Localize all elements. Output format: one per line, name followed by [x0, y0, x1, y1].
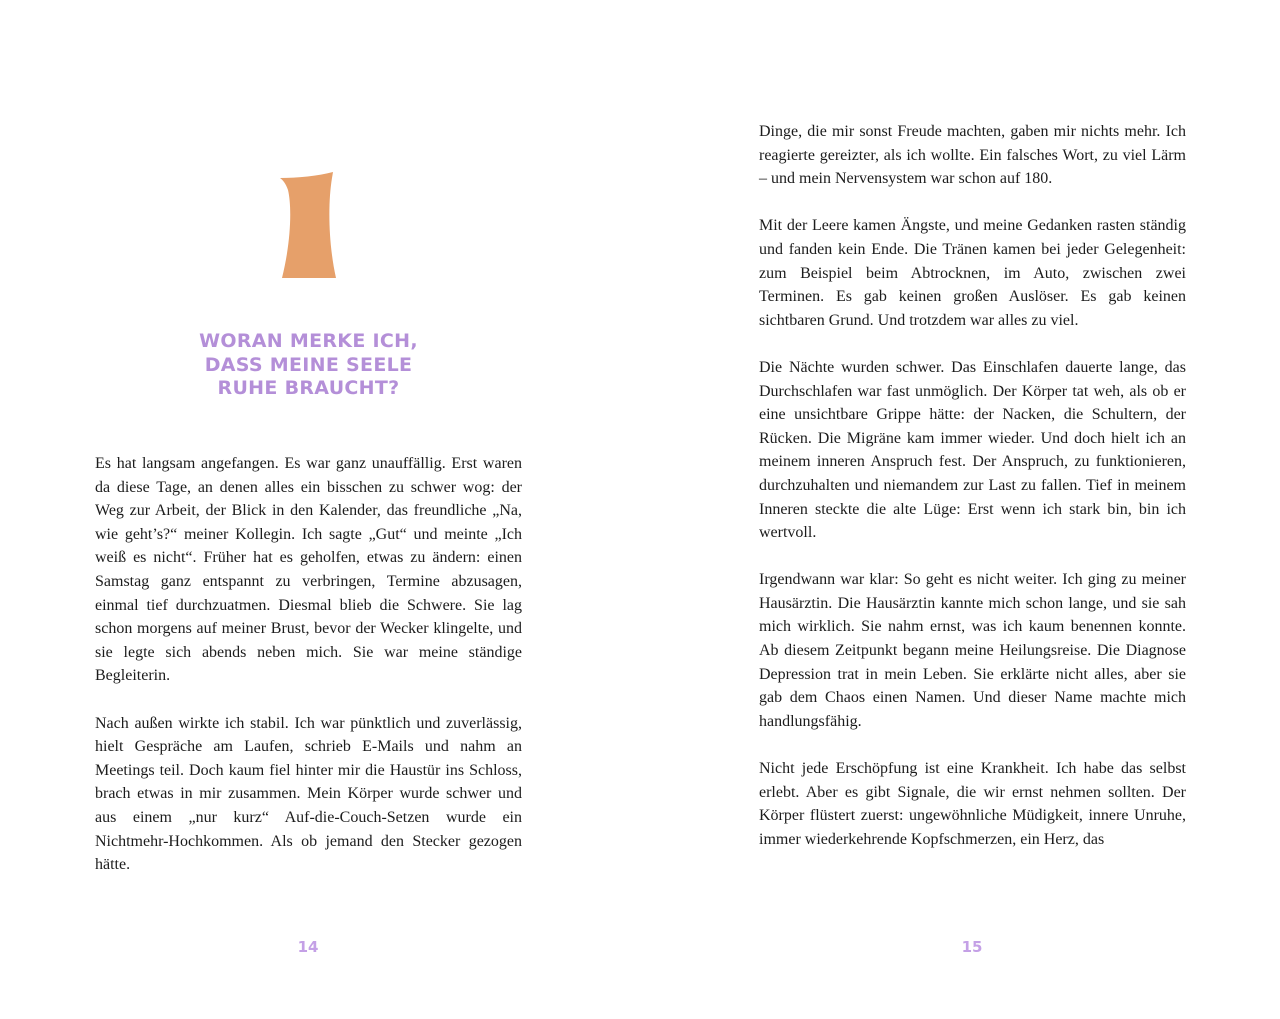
paragraph: Nicht jede Erschöpfung ist eine Krankheit. Ich habe das selbst erlebt. Aber es gibt Signale, die wir ernst nehmen sollten. Der Körper flüstert zuerst: ungewöhnliche Müdigkeit, innere Unruhe, immer wiederkehrende Kopfschmerzen, ein Herz, das — [759, 760, 1186, 848]
chapter-title-line: RUHE BRAUCHT? — [217, 377, 400, 399]
page-number-right: 15 — [961, 938, 983, 956]
left-body-text — [95, 452, 522, 900]
chapter-title-line: DASS MEINE SEELE — [204, 353, 413, 376]
chapter-title-line: WORAN MERKE ICH, — [199, 330, 418, 352]
paragraph: Es hat langsam angefangen. Es war ganz unauffällig. Erst waren da diese Tage, an denen alles ein bisschen zu schwer wog: der Weg zur Arbeit, der Blick in den Kalender, das freundliche „Na, wie geht’s?“ meiner Kollegin. Ich sagte „Gut“ und meinte „Ich weiß es nicht“. Früher hat es geholfen, etwas zu ändern: einen Samstag ganz entspannt zu verbringen, Termine abzusagen, einmal tief durchzuatmen. Diesmal blieb die Schwere. Sie lag schon morgens auf meiner Brust, bevor der Wecker klingelte, und sie legte sich abends neben mich. Sie war meine ständige Begleiterin. — [95, 455, 522, 685]
paragraph: Dinge, die mir sonst Freude machten, gaben mir nichts mehr. Ich reagierte gereizter, als ich wollte. Ein falsches Wort, zu viel Lärm – und mein Nervensystem war schon auf 180. — [759, 123, 1186, 188]
chapter-number-1 — [278, 172, 340, 280]
page-number-left: 14 — [297, 938, 319, 956]
paragraph: Mit der Leere kamen Ängste, und meine Gedanken rasten ständig und fanden kein Ende. Die Tränen kamen bei jeder Gelegenheit: zum Beispiel beim Abtrocknen, im Auto, zwischen zwei Terminen. Es gab keinen großen Auslöser. Es gab keinen sichtbaren Grund. Und trotzdem war alles zu viel. — [759, 217, 1186, 329]
paragraph: Nach außen wirkte ich stabil. Ich war pünktlich und zuverlässig, hielt Gespräche am Laufen, schrieb E-Mails und nahm an Meetings teil. Doch kaum fiel hinter mir die Haustür ins Schloss, brach etwas in mir zusammen. Mein Körper wurde schwer und aus einem „nur kurz“ Auf-die-Couch-Setzen wurde ein Nichtmehr-Hochkommen. Als ob jemand den Stecker gezogen hätte. — [95, 714, 522, 874]
right-body-text — [759, 120, 1186, 875]
paragraph: Irgendwann war klar: So geht es nicht weiter. Ich ging zu meiner Hausärztin. Die Hausärztin kannte mich schon lange, und sie sah mich wirklich. Sie nahm ernst, was ich kaum benennen konnte. Ab diesem Zeitpunkt begann meine Heilungsreise. Die Diagnose Depression trat in mein Leben. Sie erklärte nicht alles, aber sie gab dem Chaos einen Namen. Und dieser Name machte mich handlungsfähig. — [759, 571, 1186, 730]
chapter-number-glyph — [278, 172, 340, 280]
chapter-title — [95, 330, 522, 401]
paragraph: Die Nächte wurden schwer. Das Einschlafen dauerte lange, das Durchschlafen war fast unmöglich. Der Körper tat weh, als ob er eine unsichtbare Grippe hätte: der Nacken, die Schultern, der Rücken. Die Migräne kam immer wieder. Und doch hielt ich an meinem inneren Anspruch fest. Der Anspruch, zu funktionieren, durchzuhalten und niemandem zur Last zu fallen. Tief in meinem Inneren steckte die alte Lüge: Erst wenn ich stark bin, bin ich wertvoll. — [759, 358, 1186, 542]
right-page — [640, 0, 1280, 1019]
